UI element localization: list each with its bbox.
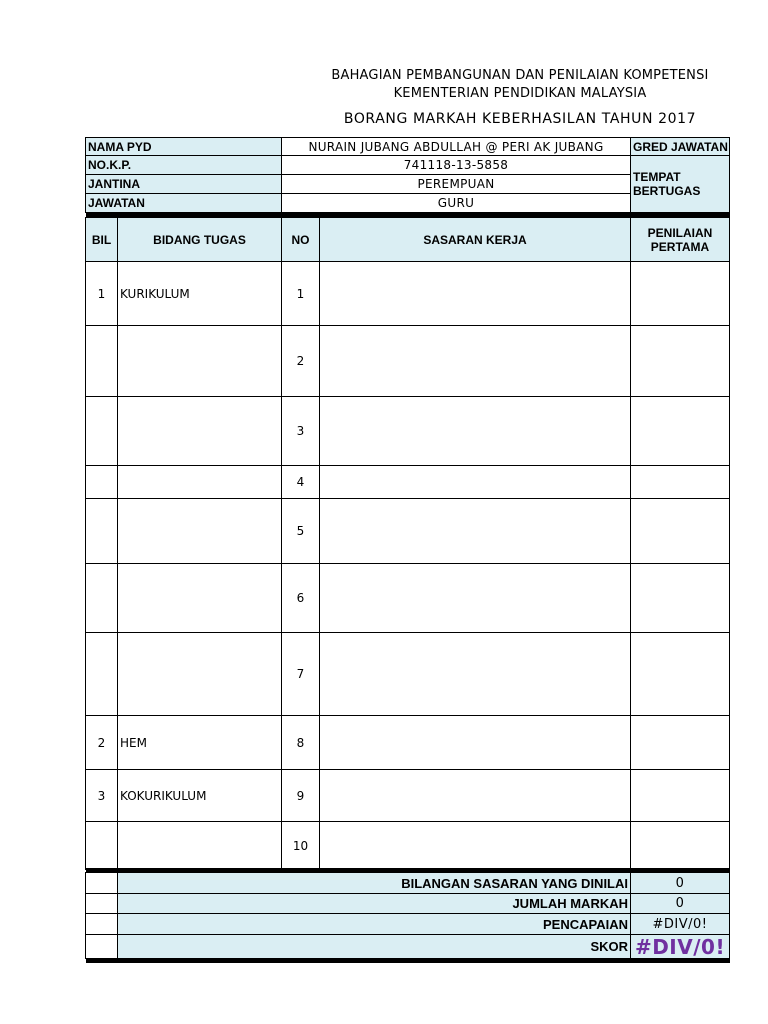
- col-header-no: NO: [281, 217, 320, 262]
- pencapaian-value: #DIV/0!: [630, 913, 730, 935]
- bidang-tugas-cell: [117, 498, 282, 564]
- bil-cell: 1: [85, 261, 118, 326]
- penilaian-cell: [630, 325, 730, 397]
- header-line-1: BAHAGIAN PEMBANGUNAN DAN PENILAIAN KOMPETENSI: [331, 68, 709, 83]
- jumlah-markah-label: JUMLAH MARKAH: [117, 893, 631, 914]
- header-line-2: KEMENTERIAN PENDIDIKAN MALAYSIA: [393, 86, 647, 101]
- no-cell: 9: [281, 769, 320, 822]
- bil-cell: [85, 396, 118, 466]
- summary-blank-cell: [85, 934, 118, 959]
- form-title: BORANG MARKAH KEBERHASILAN TAHUN 2017: [343, 111, 697, 127]
- bil-cell: [85, 465, 118, 499]
- jawatan-value: GURU: [281, 193, 631, 213]
- penilaian-cell: [630, 498, 730, 564]
- penilaian-cell: [630, 465, 730, 499]
- bil-cell: [85, 632, 118, 716]
- no-cell: 10: [281, 821, 320, 870]
- bidang-tugas-cell: [117, 563, 282, 633]
- sasaran-kerja-cell: [319, 715, 631, 770]
- bidang-tugas-cell: KURIKULUM: [117, 261, 282, 326]
- sasaran-kerja-cell: [319, 396, 631, 466]
- penilaian-cell: [630, 632, 730, 716]
- no-cell: 7: [281, 632, 320, 716]
- pencapaian-label: PENCAPAIAN: [117, 913, 631, 935]
- bidang-tugas-cell: [117, 632, 282, 716]
- sasaran-kerja-cell: [319, 769, 631, 822]
- sasaran-kerja-cell: [319, 261, 631, 326]
- bil-cell: [85, 498, 118, 564]
- bil-cell: [85, 821, 118, 870]
- penilaian-cell: [630, 715, 730, 770]
- bidang-tugas-cell: [117, 821, 282, 870]
- no-cell: 8: [281, 715, 320, 770]
- nama-label: NAMA PYD: [85, 137, 282, 156]
- bil-cell: [85, 325, 118, 397]
- no-cell: 2: [281, 325, 320, 397]
- gred-label: GRED JAWATAN: [630, 137, 730, 156]
- penilaian-cell: [630, 769, 730, 822]
- thick-divider-end: [86, 958, 730, 963]
- bidang-tugas-cell: [117, 325, 282, 397]
- col-header-penilaian-pertama: PENILAIAN PERTAMA: [630, 217, 730, 262]
- sasaran-kerja-cell: [319, 632, 631, 716]
- bidang-tugas-cell: [117, 396, 282, 466]
- bidang-tugas-cell: KOKURIKULUM: [117, 769, 282, 822]
- sasaran-kerja-cell: [319, 563, 631, 633]
- summary-blank-cell: [85, 893, 118, 914]
- nama-value: NURAIN JUBANG ABDULLAH @ PERI AK JUBANG: [281, 137, 631, 156]
- penilaian-cell: [630, 396, 730, 466]
- no-cell: 5: [281, 498, 320, 564]
- sasaran-kerja-cell: [319, 821, 631, 870]
- col-header-bidang-tugas: BIDANG TUGAS: [117, 217, 282, 262]
- bidang-tugas-cell: [117, 465, 282, 499]
- jumlah-markah-value: 0: [630, 893, 730, 914]
- nokp-label: NO.K.P.: [85, 155, 282, 175]
- col-header-bil: BIL: [85, 217, 118, 262]
- sasaran-kerja-cell: [319, 465, 631, 499]
- summary-blank-cell: [85, 913, 118, 935]
- bil-cell: 2: [85, 715, 118, 770]
- bil-cell: 3: [85, 769, 118, 822]
- no-cell: 6: [281, 563, 320, 633]
- penilaian-cell: [630, 821, 730, 870]
- skor-value: #DIV/0!: [630, 934, 730, 959]
- bidang-tugas-cell: HEM: [117, 715, 282, 770]
- skor-label: SKOR: [117, 934, 631, 959]
- jawatan-label: JAWATAN: [85, 193, 282, 213]
- sasaran-kerja-cell: [319, 498, 631, 564]
- bilangan-sasaran-value: 0: [630, 872, 730, 894]
- bil-cell: [85, 563, 118, 633]
- no-cell: 3: [281, 396, 320, 466]
- jantina-label: JANTINA: [85, 174, 282, 194]
- jantina-value: PEREMPUAN: [281, 174, 631, 194]
- no-cell: 4: [281, 465, 320, 499]
- no-cell: 1: [281, 261, 320, 326]
- tempat-bertugas-label: TEMPAT BERTUGAS: [630, 155, 730, 213]
- penilaian-cell: [630, 261, 730, 326]
- penilaian-cell: [630, 563, 730, 633]
- sasaran-kerja-cell: [319, 325, 631, 397]
- col-header-sasaran-kerja: SASARAN KERJA: [319, 217, 631, 262]
- bilangan-sasaran-label: BILANGAN SASARAN YANG DINILAI: [117, 872, 631, 894]
- summary-blank-cell: [85, 872, 118, 894]
- nokp-value: 741118-13-5858: [281, 155, 631, 175]
